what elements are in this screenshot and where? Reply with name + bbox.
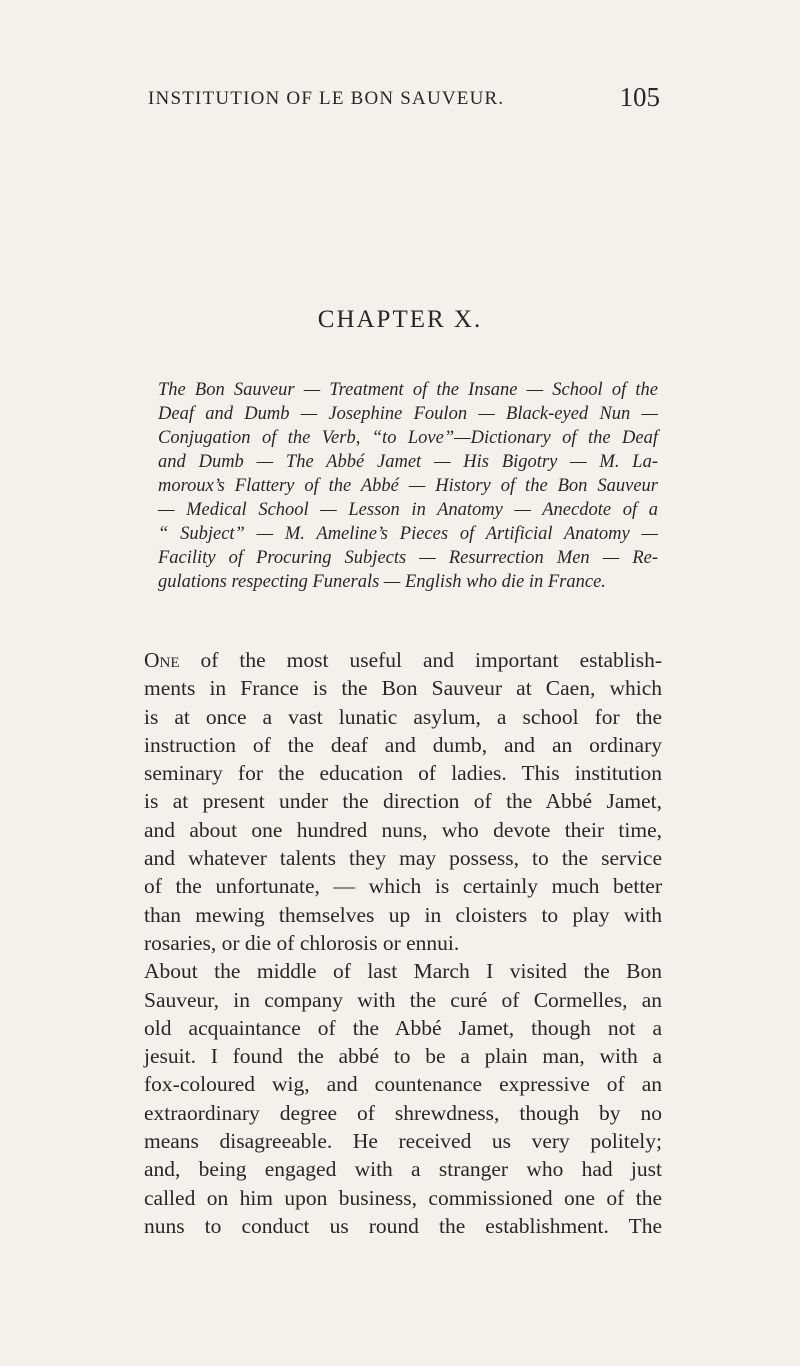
body-line: instruction of the deaf and dumb, and an ordinary xyxy=(144,732,662,757)
body-line: About the middle of last March I visited the Bon xyxy=(144,959,662,984)
body-line: fox-coloured wig, and countenance expressive of an xyxy=(144,1072,662,1097)
paragraph-2 xyxy=(144,957,662,1240)
body-line: and about one hundred nuns, who devote their time, xyxy=(144,817,662,842)
summary-line: Deaf and Dumb — Josephine Foulon — Black-eyed Nun — xyxy=(158,404,658,424)
body-line: seminary for the education of ladies. This institution xyxy=(144,761,662,786)
body-line-text: of the most useful and important establish- xyxy=(179,648,662,672)
body-line: is at present under the direction of the Abbé Jamet, xyxy=(144,789,662,814)
opening-word: One xyxy=(144,648,180,672)
chapter-title: CHAPTER X. xyxy=(317,306,483,333)
body-line xyxy=(144,646,662,674)
body-line: rosaries, or die of chlorosis or ennui. xyxy=(144,930,460,955)
chapter-summary xyxy=(158,378,658,594)
body-line: and, being engaged with a stranger who had just xyxy=(144,1157,662,1182)
summary-line: gulations respecting Funerals — English who die in France. xyxy=(158,572,606,592)
summary-line: Conjugation of the Verb, “to Love”—Dictionary of the Deaf xyxy=(158,428,658,448)
running-head-title: INSTITUTION OF LE BON SAUVEUR. xyxy=(148,88,505,109)
summary-line: “ Subject” — M. Ameline’s Pieces of Artificial Anatomy — xyxy=(158,524,658,544)
body-line: jesuit. I found the abbé to be a plain man, with a xyxy=(144,1044,662,1069)
body-line: is at once a vast lunatic asylum, a school for the xyxy=(144,704,662,729)
body-line: nuns to conduct us round the establishment. The xyxy=(144,1213,662,1238)
body-text xyxy=(144,646,662,1240)
summary-line: and Dumb — The Abbé Jamet — His Bigotry — M. La- xyxy=(158,452,658,472)
body-line: Sauveur, in company with the curé of Cormelles, an xyxy=(144,987,662,1012)
summary-line: Facility of Procuring Subjects — Resurrection Men — Re- xyxy=(158,548,658,568)
body-line: ments in France is the Bon Sauveur at Caen, which xyxy=(144,676,662,701)
body-line: old acquaintance of the Abbé Jamet, though not a xyxy=(144,1015,662,1040)
body-line: extraordinary degree of shrewdness, though by no xyxy=(144,1100,662,1125)
body-line: means disagreeable. He received us very politely; xyxy=(144,1129,662,1154)
summary-line: moroux’s Flattery of the Abbé — History of the Bon Sauveur xyxy=(158,476,658,496)
summary-line: The Bon Sauveur — Treatment of the Insane — School of the xyxy=(158,380,658,400)
body-line: than mewing themselves up in cloisters to play with xyxy=(144,902,662,927)
summary-line: — Medical School — Lesson in Anatomy — Anecdote of a xyxy=(158,500,658,520)
body-line: and whatever talents they may possess, to the service xyxy=(144,846,662,871)
body-line: called on him upon business, commissioned one of the xyxy=(144,1185,662,1210)
body-line: of the unfortunate, — which is certainly much better xyxy=(144,874,662,899)
page-number: 105 xyxy=(619,82,660,112)
paragraph-1 xyxy=(144,646,662,957)
